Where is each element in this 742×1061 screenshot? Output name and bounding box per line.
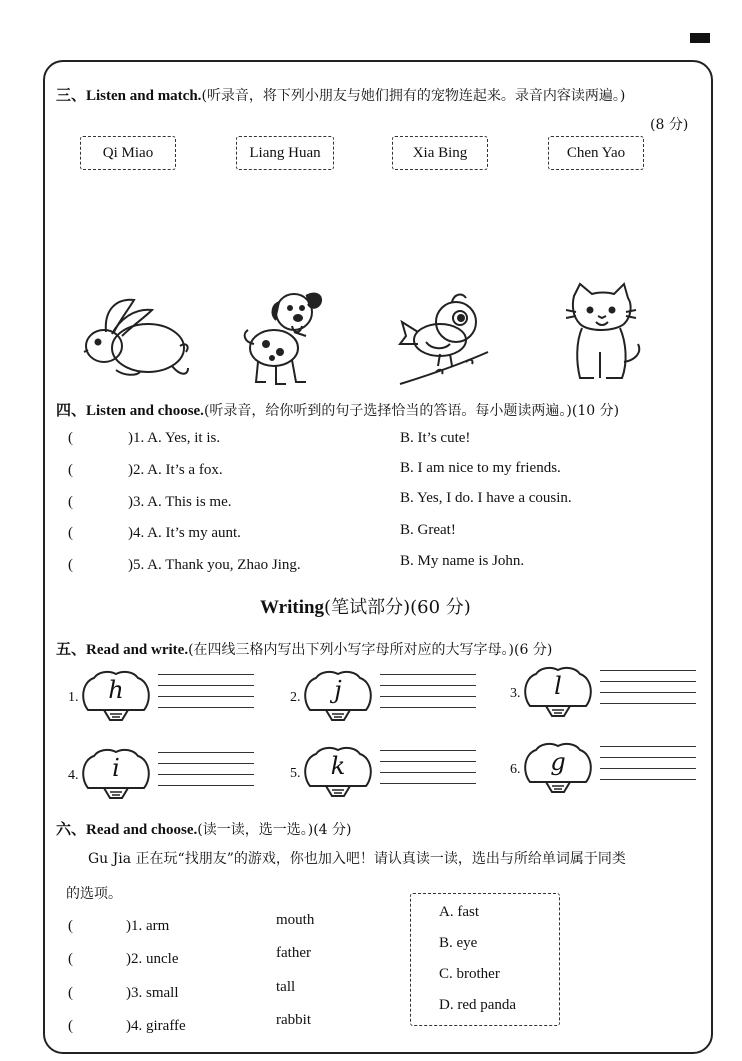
option-a: A. fast [439,904,479,920]
name-box-liang-huan[interactable]: Liang Huan [236,136,334,170]
question-option-a: )2. A. It’s a fox. [128,462,223,478]
option-d: D. red panda [439,997,517,1013]
name-box-qi-miao[interactable]: Qi Miao [80,136,176,170]
section4-title-bold: 四、Listen and choose. [56,403,204,419]
name-box-xia-bing[interactable]: Xia Bing [392,136,488,170]
given-word: )1. arm [126,918,170,934]
answer-paren[interactable]: ( [68,918,73,934]
question-option-b: B. My name is John. [400,553,525,569]
given-word: )4. giraffe [126,1018,186,1034]
section3-title [56,84,625,105]
lowercase-letter: l [554,672,562,700]
section3-title-bold: 三、Listen and match. [56,88,202,104]
section6-instruction-line2: 的选项。 [66,886,122,902]
letter-number: 1. [68,690,79,705]
question-option-a: )5. A. Thank you, Zhao Jing. [128,557,301,573]
option-b: B. eye [439,935,478,951]
writing-heading-rest: (笔试部分)(60 分) [324,597,471,618]
writing-lines[interactable] [380,674,476,718]
writing-lines[interactable] [158,752,254,796]
section3-score: (8 分) [650,117,689,133]
section4-title [56,399,619,420]
question-option-b: B. Great! [400,522,456,538]
section6-instruction-line1: Gu Jia 正在玩“找朋友”的游戏，你也加入吧！请认真读一读，选出与所给单词属于同类 [88,851,626,867]
answer-paren[interactable]: ( [68,951,73,967]
bird-icon[interactable] [396,292,492,386]
letter-item [68,748,288,808]
letter-item [68,670,288,730]
answer-paren[interactable]: ( [68,525,73,541]
letter-number: 3. [510,686,521,701]
option-c: C. brother [439,966,500,982]
pair-word: father [276,945,311,961]
writing-lines[interactable] [158,674,254,718]
question-option-a: )3. A. This is me. [128,494,232,510]
section6-title [56,818,351,839]
lowercase-letter: k [330,752,346,780]
corner-mark [690,33,710,43]
section5-title-bold: 五、Read and write. [56,642,189,658]
letter-item [290,670,510,730]
lowercase-letter: j [334,676,342,704]
answer-paren[interactable]: ( [68,462,73,478]
writing-heading [260,593,471,619]
answer-paren[interactable]: ( [68,430,73,446]
lowercase-letter: g [550,748,566,776]
writing-lines[interactable] [380,750,476,794]
options-box [410,893,560,1026]
question-option-a: )4. A. It’s my aunt. [128,525,241,541]
writing-heading-bold: Writing [260,597,325,618]
pair-word: mouth [276,912,315,928]
question-option-a: )1. A. Yes, it is. [128,430,221,446]
cat-icon[interactable] [566,282,644,384]
section3-title-rest: (听录音，将下列小朋友与她们拥有的宠物连起来。录音内容读两遍。) [201,88,626,104]
answer-paren[interactable]: ( [68,1018,73,1034]
answer-paren[interactable]: ( [68,494,73,510]
question-option-b: B. It’s cute! [400,430,471,446]
letter-item [290,746,510,806]
letter-number: 5. [290,766,301,781]
letter-item [510,742,730,802]
lowercase-letter: i [112,754,120,782]
letter-number: 4. [68,768,79,783]
section5-title-rest: (在四线三格内写出下列小写字母所对应的大写字母。)(6 分) [188,642,553,658]
pair-word: rabbit [276,1012,311,1028]
given-word: )2. uncle [126,951,179,967]
letter-number: 6. [510,762,521,777]
writing-lines[interactable] [600,670,696,714]
question-option-b: B. I am nice to my friends. [400,460,561,476]
section5-title [56,638,552,659]
section6-title-rest: (读一读，选一选。)(4 分) [197,822,352,838]
pair-word: tall [276,979,296,995]
section4-title-rest: (听录音，给你听到的句子选择恰当的答语。每小题读两遍。)(10 分) [203,403,620,419]
answer-paren[interactable]: ( [68,557,73,573]
answer-paren[interactable]: ( [68,985,73,1001]
writing-lines[interactable] [600,746,696,790]
given-word: )3. small [126,985,179,1001]
letter-number: 2. [290,690,301,705]
section6-title-bold: 六、Read and choose. [56,822,198,838]
rabbit-icon[interactable] [76,296,194,380]
letter-item [510,666,730,726]
name-box-chen-yao[interactable]: Chen Yao [548,136,644,170]
lowercase-letter: h [108,676,124,704]
dog-icon[interactable] [236,286,326,388]
question-option-b: B. Yes, I do. I have a cousin. [400,490,572,506]
